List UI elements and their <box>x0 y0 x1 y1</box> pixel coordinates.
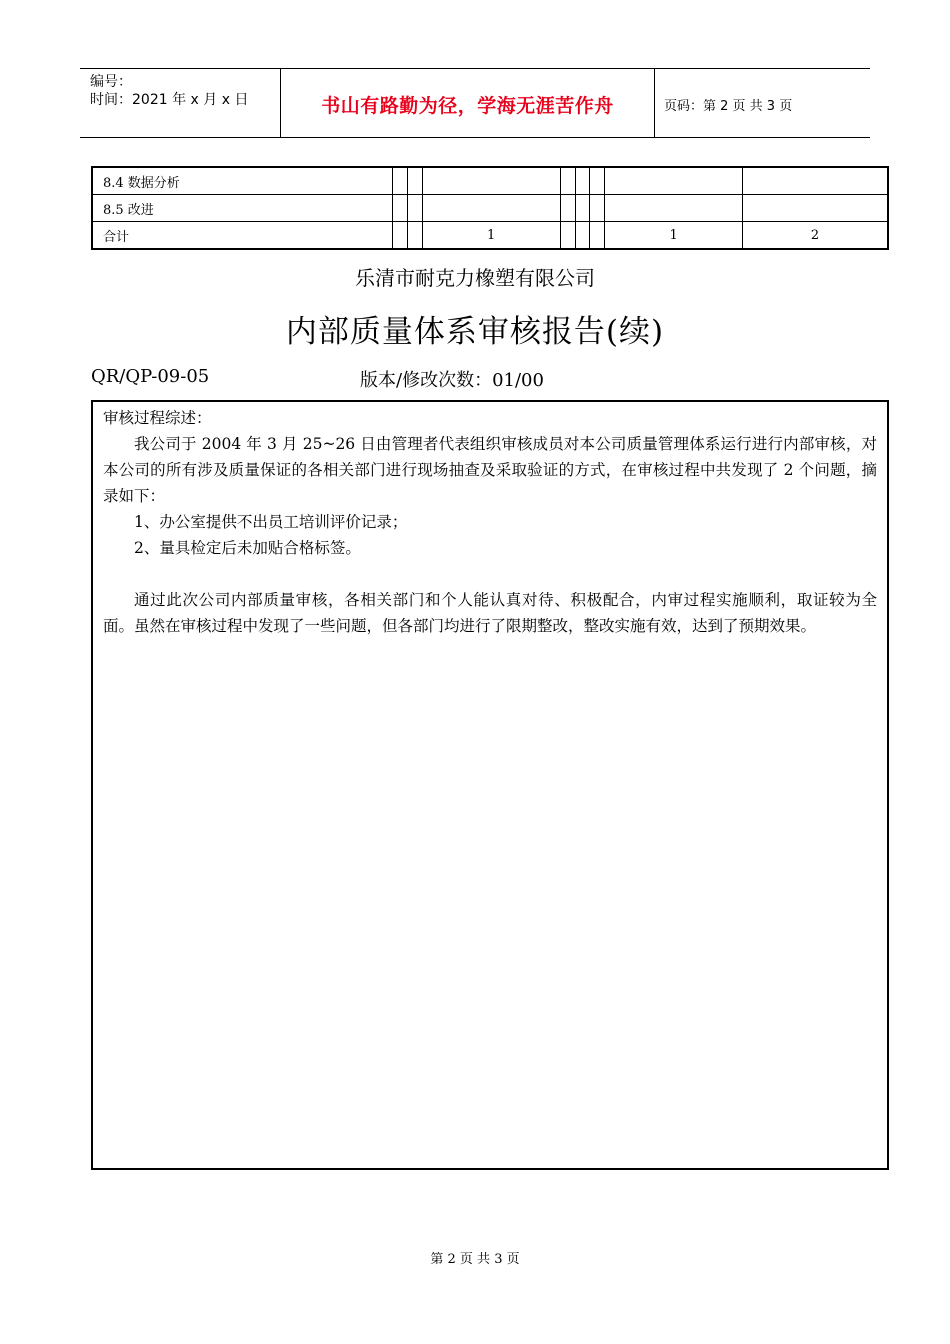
table-cell <box>605 167 743 195</box>
version-label: 版本/修改次数：01/00 <box>360 370 544 391</box>
header-time: 时间：2021 年 x 月 x 日 <box>90 92 249 108</box>
row-label: 8.4 数据分析 <box>92 167 393 195</box>
table-cell <box>407 167 422 195</box>
table-cell <box>743 167 888 195</box>
audit-issue: 1、办公室提供不出员工培训评价记录； <box>134 513 408 531</box>
row-label: 8.5 改进 <box>92 195 393 222</box>
table-cell <box>407 195 422 222</box>
table-cell <box>743 195 888 222</box>
table-cell <box>560 195 575 222</box>
table-cell <box>575 222 590 250</box>
table-row <box>92 195 888 222</box>
table-cell <box>590 222 605 250</box>
table-cell <box>590 195 605 222</box>
table-cell <box>422 167 560 195</box>
audit-paragraph: 我公司于 2004 年 3 月 25~26 日由管理者代表组织审核成员对本公司质量管理体系运行进行内部审核，对本公司的所有涉及质量保证的各相关部门进行现场抽查及采取验证的方式，在审核过程中共发现了 2 个问题，摘录如下： <box>103 435 877 505</box>
table-row <box>92 167 888 195</box>
table-row <box>92 222 888 250</box>
score-table <box>91 166 889 250</box>
header-meta <box>90 73 248 109</box>
audit-summary-box <box>91 400 889 1170</box>
header-motto: 书山有路勤为径，学海无涯苦作舟 <box>321 95 614 117</box>
table-cell: 2 <box>743 222 888 250</box>
table-cell <box>605 195 743 222</box>
table-cell <box>407 222 422 250</box>
table-cell <box>393 167 408 195</box>
audit-heading: 审核过程综述： <box>103 409 212 427</box>
audit-issue: 2、量具检定后未加贴合格标签。 <box>134 539 361 557</box>
table-cell <box>590 167 605 195</box>
header-page-number: 页码：第 2 页 共 3 页 <box>664 99 793 114</box>
table-cell <box>393 195 408 222</box>
row-label: 合计 <box>92 222 393 250</box>
table-cell <box>560 167 575 195</box>
header-divider <box>654 69 655 137</box>
header-number: 编号： <box>90 74 132 90</box>
table-cell: 1 <box>605 222 743 250</box>
table-cell <box>422 195 560 222</box>
page-footer: 第 2 页 共 3 页 <box>430 1252 520 1267</box>
company-name: 乐清市耐克力橡塑有限公司 <box>355 266 595 290</box>
report-title: 内部质量体系审核报告(续) <box>285 314 665 350</box>
table-cell: 1 <box>422 222 560 250</box>
table-cell <box>560 222 575 250</box>
page-header <box>80 68 870 138</box>
table-cell <box>575 167 590 195</box>
table-cell <box>575 195 590 222</box>
blank-line <box>103 561 877 587</box>
doc-number: QR/QP-09-05 <box>91 366 210 387</box>
table-cell <box>393 222 408 250</box>
audit-conclusion: 通过此次公司内部质量审核，各相关部门和个人能认真对待、积极配合，内审过程实施顺利，取证较为全面。虽然在审核过程中发现了一些问题，但各部门均进行了限期整改，整改实施有效，达到了预期效果。 <box>103 591 877 635</box>
